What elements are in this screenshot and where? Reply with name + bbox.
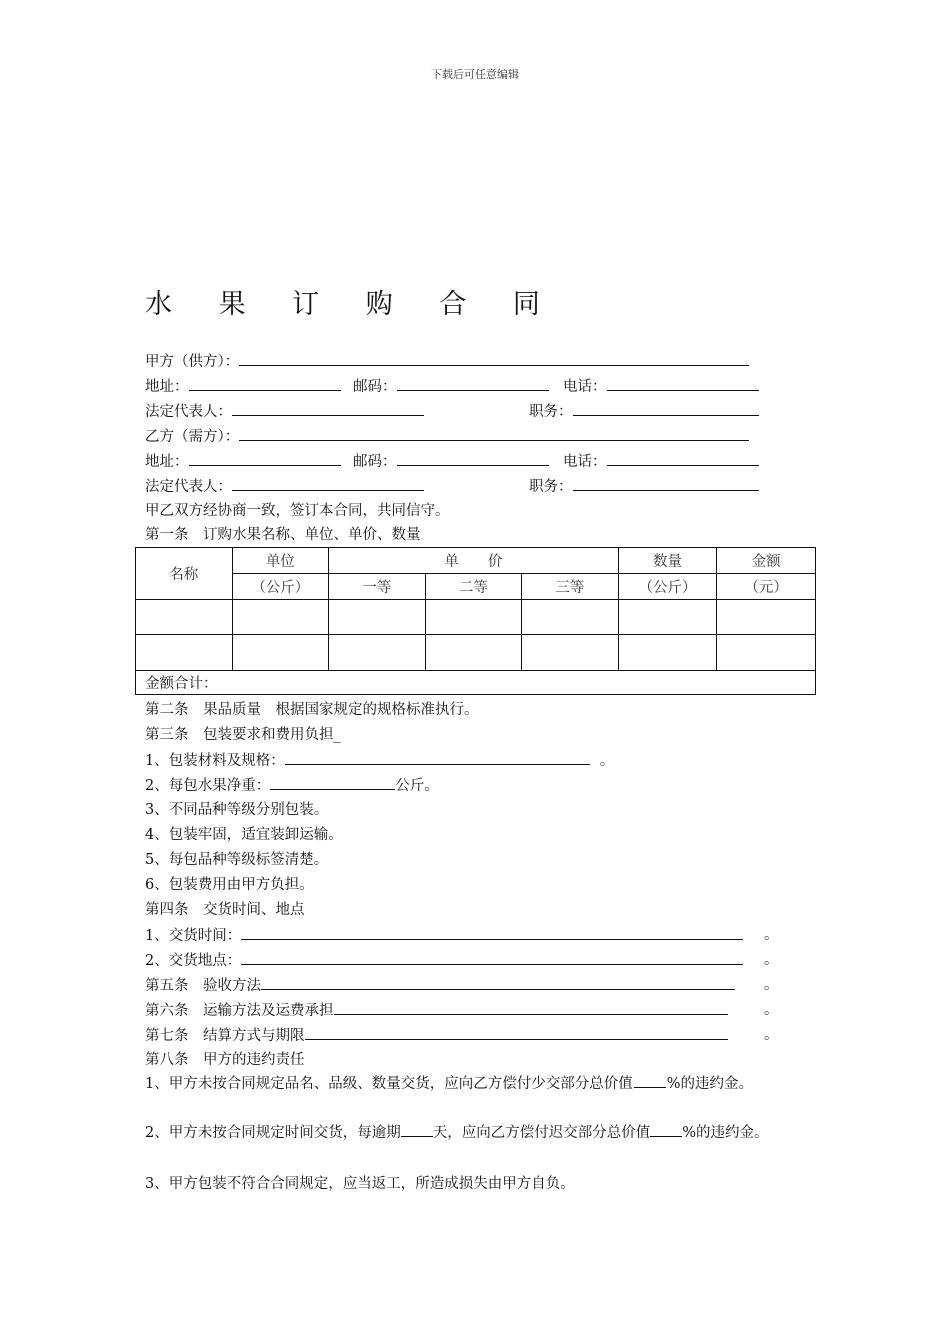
table-cell[interactable]	[329, 600, 426, 635]
table-cell[interactable]	[717, 635, 816, 671]
table-cell[interactable]	[425, 635, 522, 671]
pack-2-field[interactable]	[270, 775, 395, 790]
header-note: 下载后可任意编辑	[431, 68, 519, 81]
article-3-heading: 第三条 包装要求和费用负担_	[145, 727, 341, 743]
delivery-place-label: 2、交货地点：	[145, 953, 242, 969]
party-b-position	[529, 476, 759, 497]
delivery-time-label: 1、交货时间：	[145, 928, 242, 944]
fruit-order-table	[135, 547, 816, 695]
article-1-heading: 第一条 订购水果名称、单位、单价、数量	[145, 527, 421, 543]
pack-6: 6、包装费用由甲方负担。	[145, 877, 314, 893]
period-mark: 。	[764, 952, 779, 968]
period-mark: 。	[764, 927, 779, 943]
table-cell[interactable]	[618, 635, 717, 671]
delivery-time-field[interactable]	[241, 925, 743, 940]
pack-1-line	[145, 750, 614, 771]
article-2: 第二条 果品质量 根据国家规定的规格标准执行。	[145, 702, 479, 718]
party-a-address-field[interactable]	[189, 376, 341, 391]
liability-2-text-a: 2、甲方未按合同规定时间交货，每逾期	[145, 1125, 401, 1141]
party-b-postcode	[353, 451, 549, 472]
document-title: 水 果 订 购 合 同	[145, 289, 559, 320]
liability-1-percent-field[interactable]	[634, 1073, 666, 1088]
article-6-label: 第六条 运输方法及运费承担	[145, 1003, 334, 1019]
party-a-line	[145, 351, 749, 372]
article-7-field[interactable]	[305, 1025, 728, 1040]
party-b-phone-field[interactable]	[607, 451, 759, 466]
liability-2-text-b: 天，应向乙方偿付迟交部分总价值	[432, 1125, 651, 1141]
party-a-rep-line	[145, 401, 424, 422]
party-b-name-field[interactable]	[239, 426, 749, 441]
party-b-phone-label: 电话：	[563, 454, 607, 470]
col-header-unit: 单位	[232, 548, 329, 574]
liability-2-tail: %的违约金。	[682, 1125, 769, 1141]
party-a-postcode-field[interactable]	[397, 376, 549, 391]
col-header-qty-sub: （公斤）	[618, 574, 717, 600]
table-row	[136, 600, 816, 635]
party-a-position	[529, 401, 759, 422]
col-header-grade-1: 一等	[329, 574, 426, 600]
party-b-address-label: 地址：	[145, 454, 189, 470]
article-6-field[interactable]	[334, 1000, 728, 1015]
party-a-rep-field[interactable]	[232, 401, 424, 416]
col-header-qty: 数量	[618, 548, 717, 574]
party-a-address-line	[145, 376, 341, 397]
party-a-position-field[interactable]	[573, 401, 759, 416]
col-header-grade-2: 二等	[425, 574, 522, 600]
pack-1-field[interactable]	[285, 750, 590, 765]
party-b-rep-field[interactable]	[232, 476, 424, 491]
party-b-line	[145, 426, 749, 447]
table-cell[interactable]	[136, 600, 233, 635]
intro-text: 甲乙双方经协商一致，签订本合同，共同信守。	[145, 503, 450, 519]
article-5-line	[145, 975, 735, 996]
col-header-grade-3: 三等	[522, 574, 619, 600]
liability-2	[145, 1122, 817, 1144]
table-cell[interactable]	[618, 600, 717, 635]
pack-2-label: 2、每包水果净重：	[145, 778, 271, 794]
liability-1-text: 1、甲方未按合同规定品名、品级、数量交货，应向乙方偿付少交部分总价值	[145, 1076, 633, 1092]
party-b-label: 乙方（需方）：	[145, 429, 240, 445]
col-header-amount: 金额	[717, 548, 816, 574]
liability-2-days-field[interactable]	[401, 1122, 433, 1137]
period-mark: 。	[764, 977, 779, 993]
delivery-time-line	[145, 925, 743, 946]
party-a-phone	[563, 376, 759, 397]
article-8-heading: 第八条 甲方的违约责任	[145, 1052, 305, 1068]
party-a-postcode-label: 邮码：	[353, 379, 397, 395]
pack-3: 3、不同品种等级分别包装。	[145, 802, 329, 818]
table-cell[interactable]	[425, 600, 522, 635]
liability-1-tail: %的违约金。	[666, 1076, 754, 1092]
party-a-label: 甲方（供方）：	[145, 354, 240, 370]
party-b-address-field[interactable]	[189, 451, 341, 466]
col-header-unit-sub: （公斤）	[232, 574, 329, 600]
party-b-postcode-field[interactable]	[397, 451, 549, 466]
article-4-heading: 第四条 交货时间、地点	[145, 902, 305, 918]
pack-4: 4、包装牢固，适宜装卸运输。	[145, 827, 343, 843]
table-cell[interactable]	[717, 600, 816, 635]
delivery-place-field[interactable]	[241, 950, 743, 965]
party-a-address-label: 地址：	[145, 379, 189, 395]
party-a-phone-field[interactable]	[607, 376, 759, 391]
pack-1-end: 。	[599, 753, 615, 769]
article-6-line	[145, 1000, 728, 1021]
liability-1	[145, 1073, 817, 1095]
table-cell[interactable]	[232, 600, 329, 635]
party-b-address-line	[145, 451, 341, 472]
article-7-line	[145, 1025, 728, 1046]
period-mark: 。	[764, 1002, 779, 1018]
party-b-position-label: 职务：	[529, 479, 573, 495]
pack-1-label: 1、包装材料及规格：	[145, 753, 285, 769]
pack-5: 5、每包品种等级标签清楚。	[145, 852, 329, 868]
period-mark: 。	[764, 1027, 779, 1043]
article-5-label: 第五条 验收方法	[145, 978, 261, 994]
col-header-name: 名称	[136, 548, 233, 600]
col-header-price: 单 价	[329, 548, 619, 574]
party-b-rep-line	[145, 476, 424, 497]
delivery-place-line	[145, 950, 743, 971]
article-5-field[interactable]	[261, 975, 735, 990]
party-a-phone-label: 电话：	[563, 379, 607, 395]
liability-2-percent-field[interactable]	[650, 1122, 682, 1137]
party-a-name-field[interactable]	[239, 351, 749, 366]
party-b-phone	[563, 451, 759, 472]
table-cell[interactable]	[522, 635, 619, 671]
total-amount-row: 金额合计：	[136, 671, 816, 695]
table-row	[136, 635, 816, 671]
party-b-postcode-label: 邮码：	[353, 454, 397, 470]
party-a-postcode	[353, 376, 549, 397]
party-a-rep-label: 法定代表人：	[145, 404, 232, 420]
table-cell[interactable]	[522, 600, 619, 635]
table-cell[interactable]	[136, 635, 233, 671]
table-cell[interactable]	[232, 635, 329, 671]
pack-2-line	[145, 775, 439, 796]
pack-2-unit: 公斤。	[395, 778, 439, 794]
party-b-rep-label: 法定代表人：	[145, 479, 232, 495]
article-7-label: 第七条 结算方式与期限	[145, 1028, 305, 1044]
party-b-position-field[interactable]	[573, 476, 759, 491]
party-a-position-label: 职务：	[529, 404, 573, 420]
liability-3: 3、甲方包装不符合合同规定，应当返工，所造成损失由甲方自负。	[145, 1176, 575, 1192]
col-header-amount-sub: （元）	[717, 574, 816, 600]
table-cell[interactable]	[329, 635, 426, 671]
